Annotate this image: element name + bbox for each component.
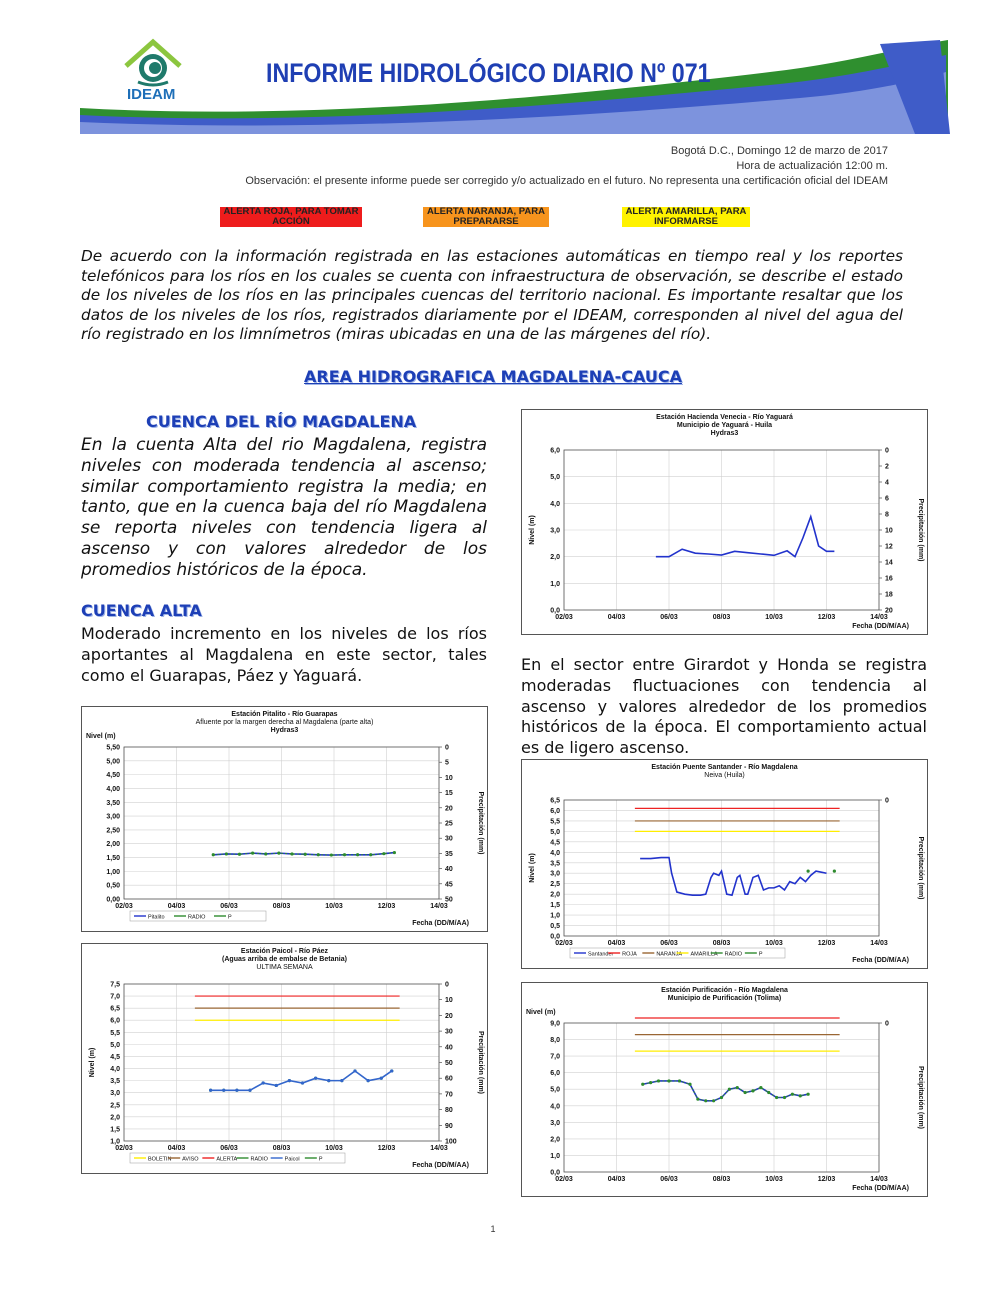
legend-label: P [228, 914, 232, 921]
series-point [767, 1091, 770, 1094]
chart-title: Estación Puente Santander - Río Magdalena [651, 764, 798, 771]
y2-tick-label: 18 [885, 591, 893, 599]
y-tick-label: 5,0 [550, 474, 560, 482]
chart-legend [130, 911, 266, 921]
series-point [751, 1089, 754, 1092]
series-point [696, 1098, 699, 1101]
x-tick-label: 02/03 [555, 940, 573, 947]
x-tick-label: 12/03 [377, 1145, 396, 1152]
series-point [304, 853, 307, 856]
y-tick-label: 0,0 [550, 933, 560, 941]
y-tick-label: 2,5 [550, 881, 560, 889]
series-point [356, 853, 359, 856]
chart-subtitle2: Hydras3 [270, 727, 299, 734]
y-tick-label: 1,0 [550, 912, 560, 920]
series-point [301, 1081, 304, 1084]
x-tick-label: 08/03 [272, 1145, 291, 1152]
cuenca-magdalena-text: En la cuenta Alta del rio Magdalena, registra niveles con moderada tendencia al ascenso; similar comportamiento registra la media; en tanto, que en la cuenca baja del río Magdalena se reporta niveles con tendencia ligera al ascenso y con valores alrededor de los promedios históricos de la época. [81, 435, 487, 580]
series-point [238, 853, 241, 856]
series-line [656, 517, 835, 557]
series-point [704, 1099, 707, 1102]
series-point [728, 1088, 731, 1091]
report-date: Bogotá D.C., Domingo 12 de marzo de 2017 [670, 145, 888, 157]
chart-title: Estación Purificación - Río Magdalena [661, 987, 788, 994]
x-axis-label: Fecha (DD/M/AA) [852, 623, 909, 630]
y-tick-label: 6,5 [550, 797, 560, 805]
y-tick-label: 0,0 [550, 1169, 560, 1177]
cuenca-alta-text: Moderado incremento en los niveles de los ríos aportantes al Magdalena en este sector, tales como el Guarapas, Páez y Yaguará. [81, 624, 487, 685]
series-point [667, 1079, 670, 1082]
alert-red-label: ALERTA ROJA, PARA TOMAR ACCIÓN [220, 207, 362, 227]
series-point [212, 853, 215, 856]
x-tick-label: 10/03 [765, 940, 783, 947]
y-tick-label: 0,0 [550, 607, 560, 615]
y2-axis-label: Precipitación (mm) [917, 1065, 924, 1130]
x-axis-label: Fecha (DD/M/AA) [412, 920, 469, 927]
x-tick-label: 06/03 [660, 940, 678, 947]
x-tick-label: 08/03 [712, 1176, 731, 1183]
y2-tick-label: 80 [445, 1107, 453, 1115]
y-tick-label: 6,5 [110, 1005, 120, 1013]
cuenca-magdalena-title: CUENCA DEL RÍO MAGDALENA [146, 412, 417, 431]
chart-svg [522, 410, 927, 634]
update-time: Hora de actualización 12:00 m. [736, 160, 888, 172]
y2-tick-label: 5 [445, 759, 449, 767]
y-tick-label: 5,0 [550, 828, 560, 836]
y2-tick-label: 30 [445, 1028, 453, 1036]
series-point [222, 1089, 225, 1092]
chart-venecia [521, 409, 928, 635]
chart-santander [521, 759, 928, 969]
series-point [367, 1079, 370, 1082]
y-tick-label: 1,0 [110, 1138, 120, 1146]
y2-tick-label: 40 [445, 1044, 453, 1052]
series-line [640, 858, 826, 896]
x-tick-label: 06/03 [220, 1145, 238, 1152]
x-axis-label: Fecha (DD/M/AA) [412, 1162, 469, 1169]
x-tick-label: 14/03 [870, 940, 888, 947]
y2-axis-label: Precipitación (mm) [917, 498, 924, 562]
y2-tick-label: 60 [445, 1075, 453, 1083]
y-tick-label: 2,0 [110, 1114, 120, 1122]
y-axis-label: Nivel (m) [526, 1009, 556, 1016]
chart-subtitle: Municipio de Purificación (Tolima) [667, 995, 782, 1002]
series-point [783, 1096, 786, 1099]
series-point [807, 870, 810, 873]
y2-tick-label: 4 [885, 479, 889, 487]
y-tick-label: 1,0 [550, 580, 560, 588]
y2-tick-label: 15 [445, 790, 453, 798]
x-tick-label: 10/03 [325, 903, 343, 910]
series-point [290, 852, 293, 855]
y-tick-label: 5,5 [550, 818, 560, 826]
series-point [712, 1099, 715, 1102]
y2-tick-label: 70 [445, 1091, 453, 1099]
chart-legend [130, 1153, 345, 1163]
y-tick-label: 6,0 [550, 447, 560, 455]
y2-tick-label: 50 [445, 896, 453, 904]
x-axis-label: Fecha (DD/M/AA) [852, 1185, 909, 1192]
chart-subtitle: (Aguas arriba de embalse de Betania) [222, 956, 347, 963]
series-point [393, 851, 396, 854]
y2-tick-label: 0 [885, 1020, 889, 1028]
y2-tick-label: 14 [885, 559, 893, 567]
y2-tick-label: 25 [445, 820, 453, 828]
x-tick-label: 14/03 [870, 1176, 888, 1183]
y2-tick-label: 35 [445, 850, 453, 858]
series-point [641, 1083, 644, 1086]
intro-paragraph: De acuerdo con la información registrada en las estaciones automáticas en tiempo real y los reportes telefónicos para los ríos en los cuales se cuenta con infraestructura de observación, se describe el estado de los niveles de los ríos en las principales cuencas del territorio nacional. Es importante resaltar que los datos de los niveles de los ríos, registrados diariamente por el IDEAM, corresponden al nivel del agua del río registrado en los limnímetros (miras ubicadas en una de las márgenes del río). [81, 247, 903, 343]
series-point [833, 870, 836, 873]
x-axis-label: Fecha (DD/M/AA) [852, 957, 909, 964]
y2-tick-label: 90 [445, 1122, 453, 1130]
y-axis-label: Nivel (m) [529, 853, 536, 883]
girardot-text: En el sector entre Girardot y Honda se registra moderadas fluctuaciones con tendencia al ascenso y valores alrededor de los promedios históricos de la época. El comportamiento actual es de ligero ascenso. [521, 655, 927, 758]
y-tick-label: 1,00 [106, 868, 120, 876]
legend-label: Paicol [284, 1156, 300, 1163]
y-tick-label: 3,0 [550, 527, 560, 535]
y-tick-label: 1,0 [550, 1152, 560, 1160]
y2-tick-label: 10 [445, 997, 453, 1005]
series-point [744, 1091, 747, 1094]
legend-label: RADIO [724, 951, 743, 958]
series-point [264, 852, 267, 855]
series-point [759, 1086, 762, 1089]
x-tick-label: 02/03 [115, 903, 133, 910]
series-point [340, 1079, 343, 1082]
y2-tick-label: 2 [885, 463, 889, 471]
y-axis-label: Nivel (m) [529, 515, 536, 545]
legend-label: RADIO [188, 914, 206, 921]
y2-tick-label: 16 [885, 575, 893, 583]
x-tick-label: 06/03 [660, 614, 678, 621]
x-tick-label: 02/03 [555, 614, 573, 621]
x-tick-label: 04/03 [167, 1145, 186, 1152]
y2-tick-label: 10 [885, 527, 893, 535]
page-number: 1 [490, 1224, 496, 1234]
y-tick-label: 7,0 [550, 1053, 560, 1061]
y-tick-label: 2,5 [110, 1102, 120, 1110]
x-tick-label: 04/03 [167, 903, 186, 910]
series-point [649, 1081, 652, 1084]
legend-label: AVISO [182, 1156, 199, 1163]
chart-subtitle: Neiva (Huila) [704, 772, 745, 779]
y-tick-label: 5,5 [110, 1029, 120, 1037]
y-tick-label: 5,0 [110, 1041, 120, 1049]
y-tick-label: 4,00 [106, 785, 120, 793]
chart-title: Estación Paicol - Río Páez [240, 948, 329, 955]
alert-yellow-legend [622, 207, 750, 229]
series-point [209, 1089, 212, 1092]
y-tick-label: 1,5 [550, 902, 560, 910]
y2-tick-label: 8 [885, 511, 889, 519]
chart-purificacion [521, 982, 928, 1197]
y-tick-label: 2,0 [550, 554, 560, 562]
alert-orange-label: ALERTA NARANJA, PARA PREPARARSE [423, 207, 549, 227]
y-tick-label: 4,5 [550, 839, 560, 847]
y-tick-label: 3,0 [110, 1090, 120, 1098]
y-tick-label: 6,0 [550, 807, 560, 815]
y2-tick-label: 12 [885, 543, 893, 551]
legend-label: RADIO [250, 1156, 268, 1163]
series-point [382, 852, 385, 855]
y2-tick-label: 50 [445, 1060, 453, 1067]
x-tick-label: 08/03 [712, 614, 731, 621]
series-point [720, 1096, 723, 1099]
y2-tick-label: 100 [445, 1138, 457, 1146]
cuenca-alta-title: CUENCA ALTA [81, 601, 202, 620]
series-point [353, 1069, 356, 1072]
y-tick-label: 3,50 [106, 799, 120, 807]
chart-paicol [81, 943, 488, 1174]
chart-svg [82, 944, 487, 1173]
series-point [327, 1079, 330, 1082]
y-tick-label: 0,00 [106, 896, 120, 904]
x-tick-label: 10/03 [765, 1176, 783, 1183]
y-tick-label: 2,0 [550, 891, 560, 899]
y2-tick-label: 0 [445, 981, 449, 989]
chart-title: Estación Hacienda Venecia - Río Yaguará [656, 414, 793, 421]
y-tick-label: 5,00 [106, 758, 120, 766]
y2-axis-label: Precipitación (mm) [477, 791, 484, 855]
y-tick-label: 4,0 [550, 1103, 560, 1111]
x-tick-label: 14/03 [430, 1145, 448, 1152]
chart-pitalito [81, 706, 488, 932]
area-title: AREA HIDROGRAFICA MAGDALENA-CAUCA [304, 367, 682, 386]
y-tick-label: 6,0 [550, 1070, 560, 1078]
y-tick-label: 8,0 [550, 1037, 560, 1045]
x-tick-label: 02/03 [555, 1176, 573, 1183]
series-point [775, 1096, 778, 1099]
series-point [791, 1093, 794, 1096]
y2-tick-label: 40 [445, 866, 453, 874]
legend-label: NARANJA [656, 951, 683, 958]
x-tick-label: 10/03 [325, 1145, 343, 1152]
x-tick-label: 10/03 [765, 614, 783, 621]
series-point [277, 852, 280, 855]
series-point [390, 1069, 393, 1072]
y2-tick-label: 30 [445, 835, 453, 843]
x-tick-label: 04/03 [607, 1176, 626, 1183]
series-point [657, 1079, 660, 1082]
y-tick-label: 1,5 [110, 1126, 120, 1134]
y2-tick-label: 0 [885, 447, 889, 455]
chart-subtitle2: Hydras3 [710, 430, 739, 437]
series-point [248, 1089, 251, 1092]
alert-red-legend [220, 207, 362, 229]
x-tick-label: 08/03 [272, 903, 291, 910]
series-point [799, 1094, 802, 1097]
y-tick-label: 6,0 [110, 1017, 120, 1025]
chart-svg [522, 760, 927, 968]
legend-label: P [318, 1156, 323, 1163]
x-tick-label: 06/03 [220, 903, 238, 910]
y-axis-label: Nivel (m) [89, 1047, 96, 1078]
legend-label: ALERTA [216, 1156, 238, 1163]
series-point [330, 853, 333, 856]
series-point [262, 1081, 265, 1084]
x-tick-label: 06/03 [660, 1176, 678, 1183]
series-point [288, 1079, 291, 1082]
logo-text: IDEAM [127, 86, 176, 103]
y-tick-label: 3,00 [106, 813, 120, 821]
alert-yellow-label: ALERTA AMARILLA, PARA INFORMARSE [622, 207, 750, 227]
y-tick-label: 7,5 [110, 981, 120, 989]
x-tick-label: 12/03 [817, 1176, 836, 1183]
legend-label: ROJA [622, 951, 637, 958]
y-tick-label: 2,0 [550, 1136, 560, 1144]
y-tick-label: 3,5 [550, 860, 560, 868]
report-title: INFORME HIDROLÓGICO DIARIO Nº 071 [266, 58, 711, 88]
y-tick-label: 3,0 [550, 870, 560, 878]
legend-label: Pitalito [148, 914, 165, 921]
alert-orange-legend [423, 207, 549, 229]
legend-label: AMARILLA [690, 951, 718, 958]
y-tick-label: 5,50 [106, 744, 120, 752]
chart-subtitle: Afluente por la margen derecha al Magdalena (parte alta) [195, 719, 374, 726]
y2-tick-label: 0 [445, 744, 449, 752]
y2-tick-label: 10 [445, 774, 453, 782]
series-point [343, 853, 346, 856]
series-point [369, 853, 372, 856]
y-tick-label: 4,5 [110, 1053, 120, 1061]
legend-label: BOLETIN [148, 1156, 172, 1163]
x-tick-label: 12/03 [817, 940, 836, 947]
series-point [317, 853, 320, 856]
x-tick-label: 12/03 [377, 903, 396, 910]
series-point [275, 1084, 278, 1087]
ideam-logo-icon [120, 38, 186, 90]
series-point [251, 852, 254, 855]
y-tick-label: 4,0 [550, 500, 560, 508]
y-tick-label: 5,0 [550, 1086, 560, 1094]
y-tick-label: 1,50 [106, 855, 120, 863]
y-tick-label: 2,00 [106, 841, 120, 849]
x-tick-label: 14/03 [430, 903, 448, 910]
x-tick-label: 02/03 [115, 1145, 133, 1152]
chart-subtitle2: ULTIMA SEMANA [256, 964, 313, 971]
y-axis-label: Nivel (m) [86, 733, 116, 740]
x-tick-label: 04/03 [607, 614, 626, 621]
observation-note: Observación: el presente informe puede ser corregido y/o actualizado en el futuro. No representa una certificación oficial del IDEAM [245, 175, 888, 187]
y-tick-label: 2,50 [106, 827, 120, 835]
y2-tick-label: 20 [445, 1012, 453, 1020]
y2-tick-label: 20 [445, 805, 453, 813]
series-point [688, 1083, 691, 1086]
series-point [314, 1077, 317, 1080]
chart-title: Estación Pitalito - Río Guarapas [231, 711, 338, 718]
y-tick-label: 4,0 [110, 1066, 120, 1074]
y-tick-label: 4,0 [550, 849, 560, 857]
chart-subtitle: Municipio de Yaguará - Huila [676, 422, 773, 429]
x-tick-label: 14/03 [870, 614, 888, 621]
y-tick-label: 7,0 [110, 993, 120, 1001]
y-tick-label: 3,5 [110, 1078, 120, 1086]
chart-svg [82, 707, 487, 931]
y2-tick-label: 20 [885, 607, 893, 615]
x-tick-label: 08/03 [712, 940, 731, 947]
y2-tick-label: 6 [885, 495, 889, 503]
series-point [225, 852, 228, 855]
x-tick-label: 04/03 [607, 940, 626, 947]
y-tick-label: 0,5 [550, 923, 560, 931]
y-tick-label: 9,0 [550, 1020, 560, 1028]
y2-axis-label: Precipitación (mm) [477, 1030, 484, 1095]
series-point [235, 1089, 238, 1092]
legend-label: P [758, 951, 763, 958]
chart-legend [570, 948, 785, 958]
y2-axis-label: Precipitación (mm) [917, 836, 924, 900]
series-point [380, 1077, 383, 1080]
x-tick-label: 12/03 [817, 614, 836, 621]
series-point [807, 1093, 810, 1096]
y2-tick-label: 45 [445, 881, 453, 889]
y-tick-label: 3,0 [550, 1119, 560, 1127]
legend-label: Santander [588, 951, 614, 958]
series-point [678, 1079, 681, 1082]
y-tick-label: 4,50 [106, 772, 120, 780]
series-point [736, 1086, 739, 1089]
y-tick-label: 0,50 [106, 882, 120, 890]
y2-tick-label: 0 [885, 797, 889, 805]
chart-svg [522, 983, 927, 1196]
